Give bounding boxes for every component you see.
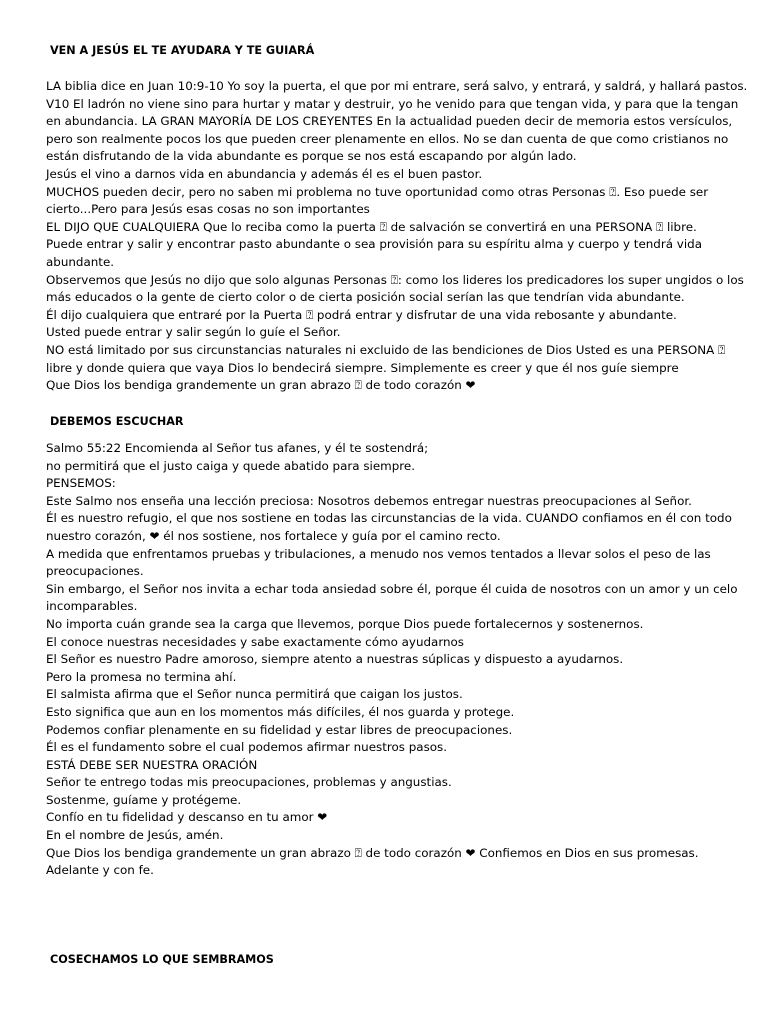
text-line: Sostenme, guíame y protégeme. (46, 792, 242, 807)
text-line: Adelante y con fe. (46, 863, 154, 878)
text-line: Podemos confiar plenamente en su fidelidad y estar libres de preocupaciones. (46, 722, 513, 737)
text-line: Que Dios los bendiga grandemente un gran abrazo ⍰ de todo corazón ❤ Confiemos en Dios en sus promesas. (46, 845, 699, 860)
text-line: Este Salmo nos enseña una lección preciosa: Nosotros debemos entregar nuestras preocupaciones al Señor. (46, 493, 692, 508)
text-line: EL DIJO QUE CUALQUIERA Que lo reciba como la puerta ⍰ de salvación se convertirá en una PERSONA ⍰ libre. (46, 219, 697, 234)
text-line: nuestro corazón, ❤ él nos sostiene, nos fortalece y guía por el camino recto. (46, 528, 501, 543)
text-line: LA biblia dice en Juan 10:9-10 Yo soy la puerta, el que por mi entrare, será salvo, y entrará, y saldrá, y hallará pastos. (46, 79, 748, 93)
section-title-debemos-escuchar: DEBEMOS ESCUCHAR (50, 415, 184, 428)
text-line: Sin embargo, el Señor nos invita a echar toda ansiedad sobre él, porque él cuida de nosotros con un amor y un celo (46, 581, 738, 596)
text-line: No importa cuán grande sea la carga que llevemos, porque Dios puede fortalecernos y sostenernos. (46, 616, 644, 631)
text-line: preocupaciones. (46, 564, 144, 579)
section-body-debemos-escuchar (46, 440, 738, 880)
text-line: Salmo 55:22 Encomienda al Señor tus afanes, y él te sostendrá; (46, 441, 429, 455)
text-line: NO está limitado por sus circunstancias naturales ni excluido de las bendiciones de Dios Usted es una PERSONA ⍰ (46, 342, 726, 357)
text-line: Jesús el vino a darnos vida en abundancia y además él es el buen pastor. (46, 166, 483, 181)
text-line: en abundancia. LA GRAN MAYORÍA DE LOS CREYENTES En la actualidad pueden decir de memoria estos versículos, (46, 114, 733, 129)
text-line: MUCHOS pueden decir, pero no saben mi problema no tuve oportunidad como otras Personas ⍰. Eso puede ser (46, 184, 709, 199)
text-line: ESTÁ DEBE SER NUESTRA ORACIÓN (46, 757, 258, 772)
text-line: El conoce nuestras necesidades y sabe exactamente cómo ayudarnos (46, 634, 465, 649)
text-line: están disfrutando de la vida abundante es porque se nos está escapando por algún lado. (46, 149, 577, 164)
text-line: Él es el fundamento sobre el cual podemos afirmar nuestros pasos. (46, 740, 448, 755)
section-body-ven-a-jesus (46, 78, 748, 395)
text-line: En el nombre de Jesús, amén. (46, 828, 224, 843)
text-line: cierto...Pero para Jesús esas cosas no son importantes (46, 202, 370, 217)
text-line: abundante. (46, 254, 115, 269)
text-line: libre y donde quiera que vaya Dios lo bendecirá siempre. Simplemente es creer y que él nos guíe siempre (46, 360, 679, 375)
text-line: Pero la promesa no termina ahí. (46, 669, 237, 684)
text-line: Observemos que Jesús no dijo que solo algunas Personas ⍰: como los lideres los predicadores los super ungidos o los (46, 272, 744, 287)
text-line: Esto significa que aun en los momentos más difíciles, él nos guarda y protege. (46, 704, 515, 719)
text-line: no permitirá que el justo caiga y quede abatido para siempre. (46, 458, 416, 473)
text-line: incomparables. (46, 599, 138, 614)
text-line: más educados o la gente de cierto color o de cierta posición social serían las que tendrían vida abundante. (46, 290, 685, 305)
text-line: V10 El ladrón no viene sino para hurtar y matar y destruir, yo he venido para que tengan vida, y para que la tengan (46, 96, 739, 111)
text-line: A medida que enfrentamos pruebas y tribulaciones, a menudo nos vemos tentados a llevar solos el peso de las (46, 546, 711, 561)
text-line: El Señor es nuestro Padre amoroso, siempre atento a nuestras súplicas y dispuesto a ayudarnos. (46, 652, 624, 667)
text-line: Puede entrar y salir y encontrar pasto abundante o sea provisión para su espíritu alma y cuerpo y tendrá vida (46, 237, 702, 252)
text-line: El salmista afirma que el Señor nunca permitirá que caigan los justos. (46, 687, 463, 702)
text-line: Señor te entrego todas mis preocupaciones, problemas y angustias. (46, 775, 452, 790)
text-line: pero son realmente pocos los que pueden creer plenamente en ellos. No se dan cuenta de que como cristianos no (46, 131, 729, 146)
text-line: PENSEMOS: (46, 476, 116, 491)
text-line: Usted puede entrar y salir según lo guíe el Señor. (46, 325, 341, 340)
text-line: Él es nuestro refugio, el que nos sostiene en todas las circunstancias de la vida. CUANDO confiamos en él con todo (46, 511, 732, 526)
section-title-ven-a-jesus: VEN A JESÚS EL TE AYUDARA Y TE GUIARÁ (50, 44, 315, 57)
section-title-cosechamos: COSECHAMOS LO QUE SEMBRAMOS (50, 953, 274, 966)
text-line: Confío en tu fidelidad y descanso en tu amor ❤ (46, 810, 328, 825)
text-line: Él dijo cualquiera que entraré por la Puerta ⍰ podrá entrar y disfrutar de una vida rebosante y abundante. (46, 307, 677, 322)
text-line: Que Dios los bendiga grandemente un gran abrazo ⍰ de todo corazón ❤ (46, 378, 476, 393)
